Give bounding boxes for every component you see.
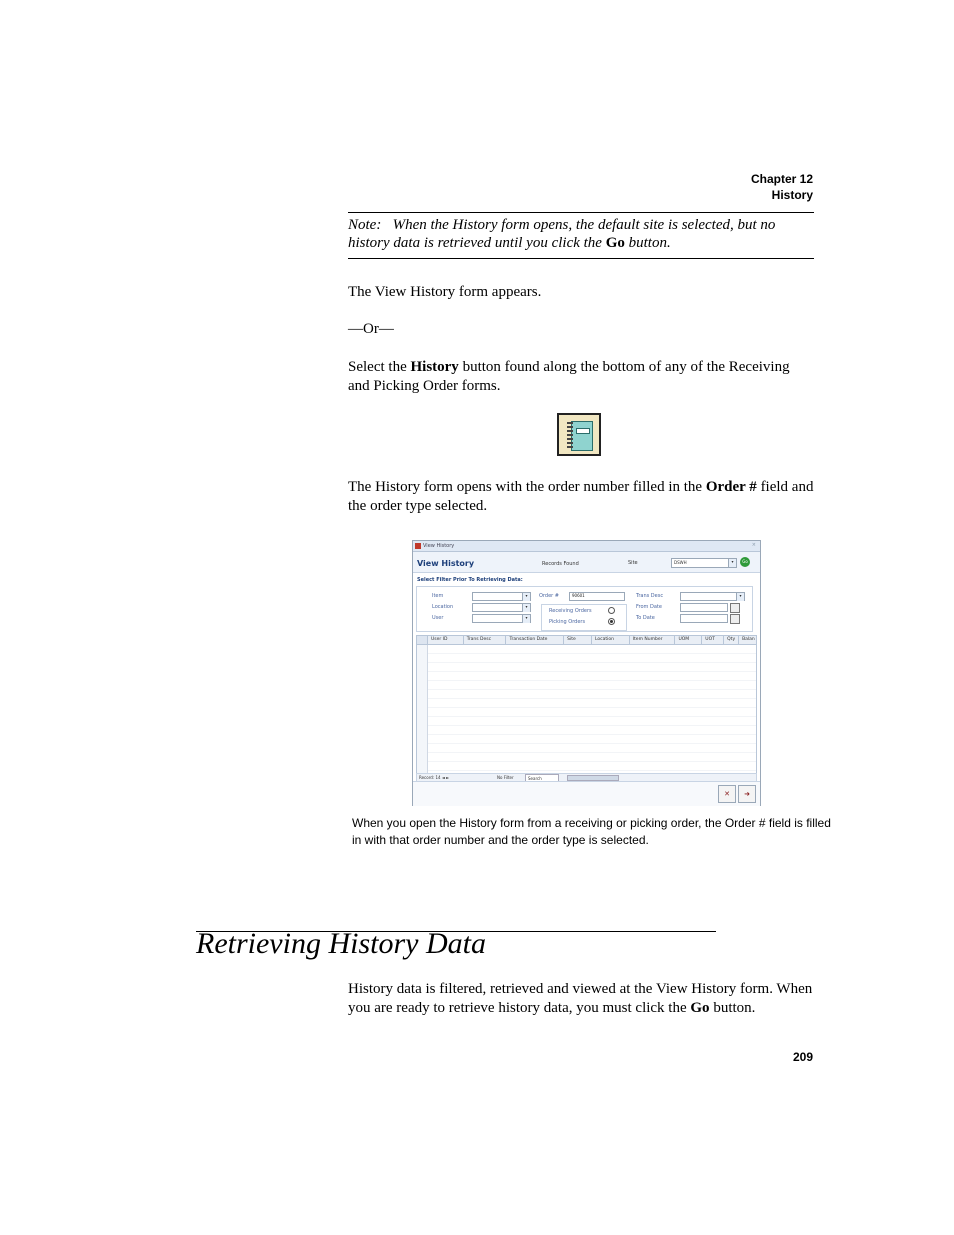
chevron-down-icon[interactable]: ▾ [522,593,530,601]
order-value: 90601 [572,593,585,598]
from-date-input[interactable] [680,603,728,612]
figure-caption: When you open the History form from a receiving or picking order, the Order # field is filled in with that order number and the order type is selected. [352,816,831,847]
to-date-label: To Date [636,615,655,621]
note-go: Go [605,235,625,251]
column-header[interactable]: Transaction Date [506,636,564,644]
column-header[interactable]: Item Number [630,636,676,644]
order-label: Order # [539,593,559,599]
picking-orders-label: Picking Orders [549,619,586,625]
history-bold: History [410,359,459,375]
clear-filter-button[interactable]: ✕ [718,785,736,803]
order-type-group [541,604,627,631]
paragraph-history-button [348,358,814,396]
form-title: View History [417,559,475,568]
chapter-header: Chapter 12 [750,172,813,186]
chevron-down-icon[interactable]: ▾ [522,604,530,612]
page-number: 209 [792,1050,813,1064]
filter-panel [416,586,753,632]
text-span: History data is filtered, retrieved and viewed at the View History form. When you are ready to retrieve history data, you must click the [348,981,813,1016]
location-select[interactable] [472,603,531,612]
exit-button[interactable]: ➜ [738,785,756,803]
grid-header [417,636,756,645]
site-label: Site [628,560,638,566]
from-date-label: From Date [636,604,662,610]
notebook-cover [571,421,593,451]
history-notebook-icon [557,413,601,456]
text-span: The History form opens with the order number filled in the [348,479,703,495]
notebook-label [576,428,590,434]
calendar-icon[interactable] [730,614,740,624]
trans-desc-select[interactable] [680,592,745,601]
chevron-down-icon[interactable]: ▾ [736,593,744,601]
paragraph-form-appears: The View History form appears. [348,284,542,300]
go-bold: Go [690,1000,710,1016]
note-text: When the History form opens, the default site is selected, but no history data is retrieved until you click the [348,217,776,251]
chevron-down-icon[interactable]: ▾ [728,559,736,567]
form-footer [413,781,760,806]
view-history-window [412,540,761,806]
trans-desc-label: Trans Desc [636,593,664,599]
column-header[interactable]: Balan [742,637,755,642]
text-span: field and the order type selected. [348,479,814,514]
column-header[interactable]: UOT [702,636,724,644]
window-titlebar [413,541,760,552]
location-label: Location [432,604,454,610]
text-span: Select the [348,359,407,375]
filter-label: Select Filter Prior To Retrieving Data: [417,577,523,583]
user-select[interactable] [472,614,531,623]
section-header: History [771,188,813,202]
app-icon [415,543,421,549]
item-select[interactable] [472,592,531,601]
column-header[interactable]: Site [564,636,592,644]
row-selector-column [417,645,428,774]
column-header[interactable]: Trans Desc [464,636,507,644]
note [348,216,814,252]
close-icon[interactable]: × [751,542,756,548]
order-bold: Order # [705,479,757,495]
user-label: User [432,615,444,621]
column-header[interactable]: UOM [675,636,702,644]
notebook-spiral [567,422,573,449]
site-value: DSWH [674,560,687,565]
order-input[interactable] [569,592,625,601]
select-all-cell[interactable] [417,636,428,644]
form-header [413,552,760,573]
receiving-orders-radio[interactable] [608,607,615,614]
window-title: View History [423,543,455,549]
column-header[interactable]: User ID [428,636,464,644]
paragraph-or: —Or— [348,321,394,337]
no-filter-button[interactable]: No Filter [497,775,514,780]
go-button[interactable]: Go [740,557,750,567]
site-select[interactable] [671,558,737,568]
search-placeholder: Search [528,776,542,781]
chevron-down-icon[interactable]: ▾ [522,615,530,623]
column-header[interactable]: Location [592,636,630,644]
records-found-label: Records Found [542,561,579,567]
history-grid [416,635,757,775]
paragraph-order-filled [348,478,814,516]
section-paragraph [348,980,814,1018]
note-top-rule [348,212,814,213]
text-span: button found along the bottom of any of the Receiving and Picking Order forms. [348,359,790,394]
picking-orders-radio[interactable] [608,618,615,625]
calendar-icon[interactable] [730,603,740,613]
text-span: button. [713,1000,756,1016]
note-text-end: button. [628,235,671,251]
record-nav-label[interactable]: Record: 14 ◄ ► [419,775,450,780]
note-prefix: Note: [348,217,382,233]
to-date-input[interactable] [680,614,728,623]
section-title: Retrieving History Data [196,927,486,960]
receiving-orders-label: Receiving Orders [549,608,592,614]
item-label: Item [432,593,444,599]
column-header[interactable]: Qty [724,636,739,644]
note-bottom-rule [348,258,814,259]
